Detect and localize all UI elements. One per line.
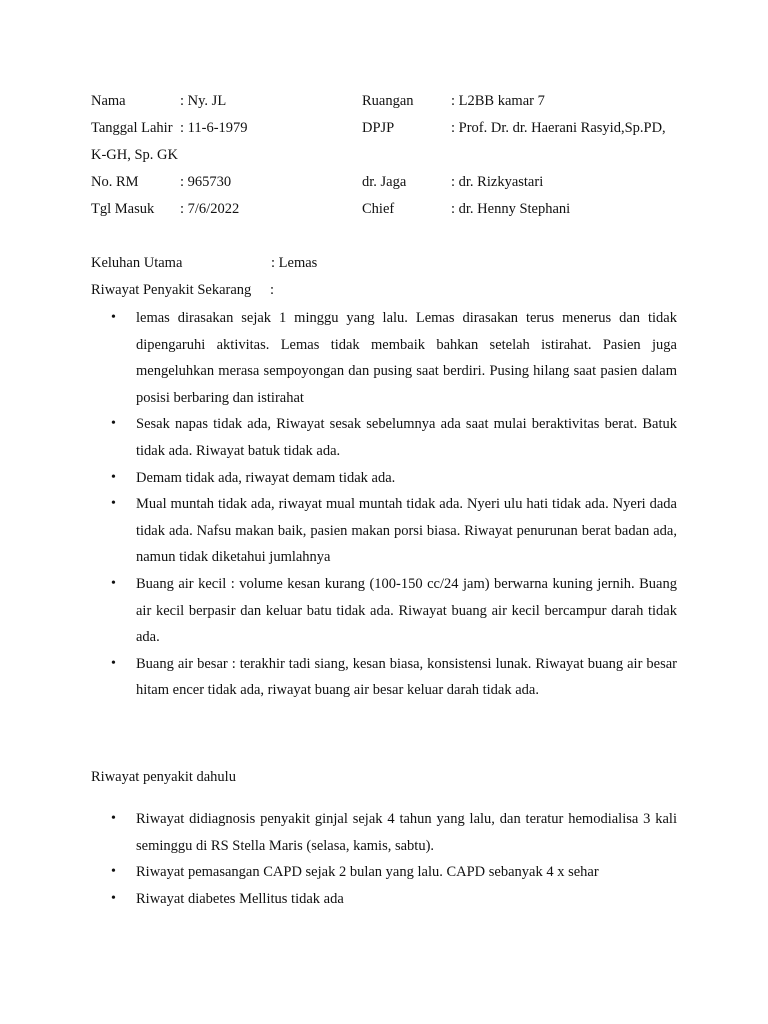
bullet-icon: • xyxy=(111,469,116,485)
ruangan-value: : L2BB kamar 7 xyxy=(451,93,545,109)
rps-heading: Riwayat Penyakit Sekarang xyxy=(91,282,252,298)
rpd-item-text: Riwayat pemasangan CAPD sejak 2 bulan yang lalu. CAPD sebanyak 4 x sehar xyxy=(136,864,599,881)
bullet-icon: • xyxy=(111,416,116,432)
dpjp-label: DPJP xyxy=(362,120,395,136)
keluhan-utama-value: : Lemas xyxy=(271,255,318,271)
bullet-icon: • xyxy=(111,890,116,906)
bullet-icon: • xyxy=(111,864,116,880)
list-item xyxy=(0,651,677,704)
dr-jaga-label: dr. Jaga xyxy=(362,174,407,190)
rps-list xyxy=(0,305,768,704)
dr-jaga-value: : dr. Rizkyastari xyxy=(451,174,544,190)
ruangan-label: Ruangan xyxy=(362,93,414,109)
bullet-icon: • xyxy=(111,310,116,325)
bullet-icon: • xyxy=(111,575,116,591)
keluhan-utama-label: Keluhan Utama xyxy=(91,255,183,271)
tgl-masuk-value: : 7/6/2022 xyxy=(180,201,240,217)
bullet-icon: • xyxy=(111,811,116,826)
list-item xyxy=(0,411,677,464)
rps-item-text: Mual muntah tidak ada, riwayat mual muntah tidak ada. Nyeri ulu hati tidak ada. Nyeri dada tidak ada. Nafsu makan baik, pasien makan porsi biasa. Riwayat penurunan berat badan ada, namun tidak diketahui jumlahnya xyxy=(136,496,677,566)
rpd-item-text: Riwayat didiagnosis penyakit ginjal sejak 4 tahun yang lalu, dan teratur hemodialisa 3 kali seminggu di RS Stella Maris (selasa, kamis, sabtu). xyxy=(136,811,677,854)
no-rm-value: : 965730 xyxy=(180,174,232,190)
list-item xyxy=(0,806,677,859)
nama-label: Nama xyxy=(91,93,126,109)
list-item xyxy=(0,491,677,571)
list-item xyxy=(0,305,677,411)
rps-item-text: Demam tidak ada, riwayat demam tidak ada. xyxy=(136,469,396,486)
nama-value: : Ny. JL xyxy=(180,93,227,109)
list-item xyxy=(0,886,677,913)
tgl-masuk-label: Tgl Masuk xyxy=(91,201,155,217)
list-item xyxy=(0,571,677,651)
rpd-list xyxy=(0,806,768,912)
dpjp-continuation: K-GH, Sp. GK xyxy=(91,147,178,163)
no-rm-label: No. RM xyxy=(91,174,139,190)
chief-value: : dr. Henny Stephani xyxy=(451,201,571,217)
rps-item-text: Buang air kecil : volume kesan kurang (100-150 cc/24 jam) berwarna kuning jernih. Buang air kecil berpasir dan keluar batu tidak ada. Riwayat buang air kecil bercampur darah tidak ada. xyxy=(136,575,677,646)
list-item xyxy=(0,465,677,492)
bullet-icon: • xyxy=(111,655,116,671)
rps-item-text: Sesak napas tidak ada, Riwayat sesak sebelumnya ada saat mulai beraktivitas berat. Batuk tidak ada. Riwayat batuk tidak ada. xyxy=(136,416,677,459)
rpd-heading: Riwayat penyakit dahulu xyxy=(91,769,236,785)
chief-label: Chief xyxy=(362,201,395,217)
list-item xyxy=(0,859,677,886)
tanggal-lahir-label: Tanggal Lahir xyxy=(91,120,173,136)
rps-item-text: Buang air besar : terakhir tadi siang, kesan biasa, konsistensi lunak. Riwayat buang air besar hitam encer tidak ada, riwayat buang air besar keluar darah tidak ada. xyxy=(136,655,677,699)
rpd-item-text: Riwayat diabetes Mellitus tidak ada xyxy=(136,890,344,907)
rps-colon: : xyxy=(270,282,275,298)
rps-item-text: lemas dirasakan sejak 1 minggu yang lalu. Lemas dirasakan terus menerus dan tidak dipengaruhi aktivitas. Lemas tidak membaik bahkan setelah istirahat. Pasien juga mengeluhkan merasa sempoyongan dan pusing saat berdiri. Pusing hilang saat pasien dalam posisi berbaring dan istirahat xyxy=(136,310,677,406)
bullet-icon: • xyxy=(111,496,116,512)
dpjp-value: : Prof. Dr. dr. Haerani Rasyid,Sp.PD, xyxy=(451,120,666,136)
tanggal-lahir-value: : 11-6-1979 xyxy=(180,120,248,136)
